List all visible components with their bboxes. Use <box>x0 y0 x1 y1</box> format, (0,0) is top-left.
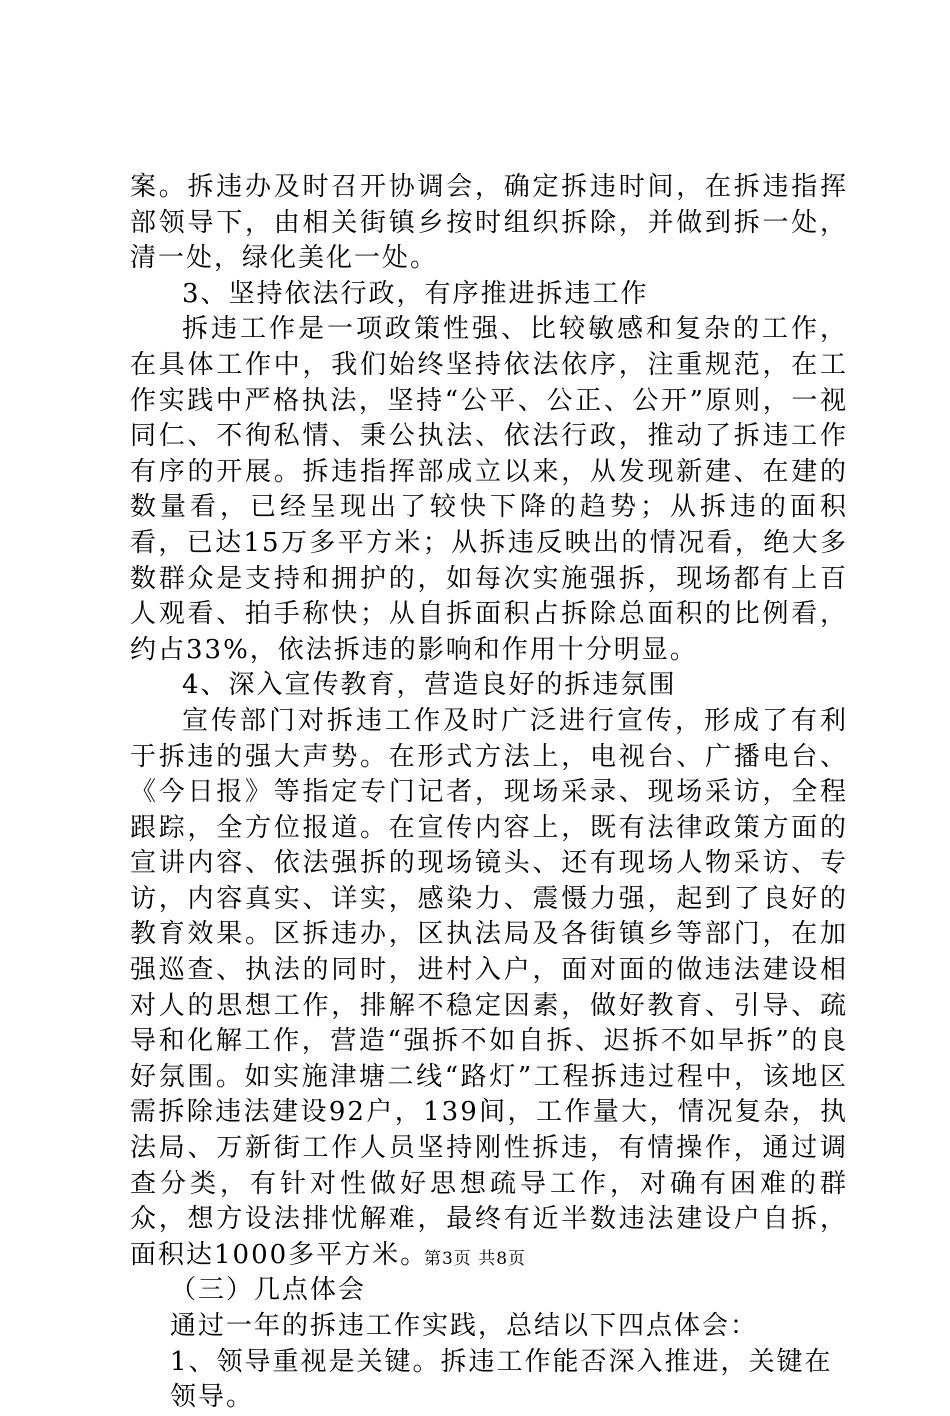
document-body <box>130 170 848 1416</box>
paragraph-law-enforcement: 拆违工作是一项政策性强、比较敏感和复杂的工作，在具体工作中，我们始终坚持依法依序，注重规范，在工作实践中严格执法，坚持“公平、公正、公开”原则，一视同仁、不徇私情、秉公执法、依法行政，推动了拆违工作有序的开展。拆违指挥部成立以来，从发现新建、在建的数量看，已经呈现出了较快下降的趋势；从拆违的面积看，已达15万多平方米；从拆违反映出的情况看，绝大多数群众是支持和拥护的，如每次实施强拆，现场都有上百人观看、拍手称快；从自拆面积占拆除总面积的比例看，约占33%，依法拆违的影响和作用十分明显。 <box>130 314 848 665</box>
paragraph-point-1: 1、领导重视是关键。拆违工作能否深入推进，关键在领导。 <box>170 1346 833 1413</box>
paragraph-summary-intro: 通过一年的拆违工作实践，总结以下四点体会： <box>170 1311 759 1341</box>
paragraph-publicity: 宣传部门对拆违工作及时广泛进行宣传，形成了有利于拆违的强大声势。在形式方法上，电视台、广播电台、《今日报》等指定专门记者，现场采录、现场采访，全程跟踪，全方位报道。在宣传内容上，既有法律政策方面的宣讲内容、依法强拆的现场镜头、还有现场人物采访、专访，内容真实、详实，感染力、震慑力强，起到了良好的教育效果。区拆违办，区执法局及各街镇乡等部门，在加强巡查、执法的同时，进村入户，面对面的做违法建设相对人的思想工作，排解不稳定因素，做好教育、引导、疏导和化解工作，营造“强拆不如自拆、迟拆不如早拆”的良好氛围。如实施津塘二线“路灯”工程拆违过程中，该地区需拆除违法建设92户，139间，工作量大，情况复杂，执法局、万新街工作人员坚持刚性拆违，有情操作，通过调查分类，有针对性做好思想疏导工作，对确有困难的群众，想方设法排忧解难，最终有近半数违法建设户自拆，面积达1000多平方米。 <box>130 705 848 1270</box>
section-heading-experience: （三）几点体会 <box>170 1275 367 1306</box>
paragraph-continuation: 案。拆违办及时召开协调会，确定拆违时间，在拆违指挥部领导下，由相关街镇乡按时组织拆除，并做到拆一处，清一处，绿化美化一处。 <box>130 172 848 274</box>
section-heading-3: 3、坚持依法行政，有序推进拆违工作 <box>182 278 649 309</box>
section-heading-4: 4、深入宣传教育，营造良好的拆违氛围 <box>182 670 677 701</box>
page-footer: 第3页 共8页 <box>423 1249 527 1269</box>
